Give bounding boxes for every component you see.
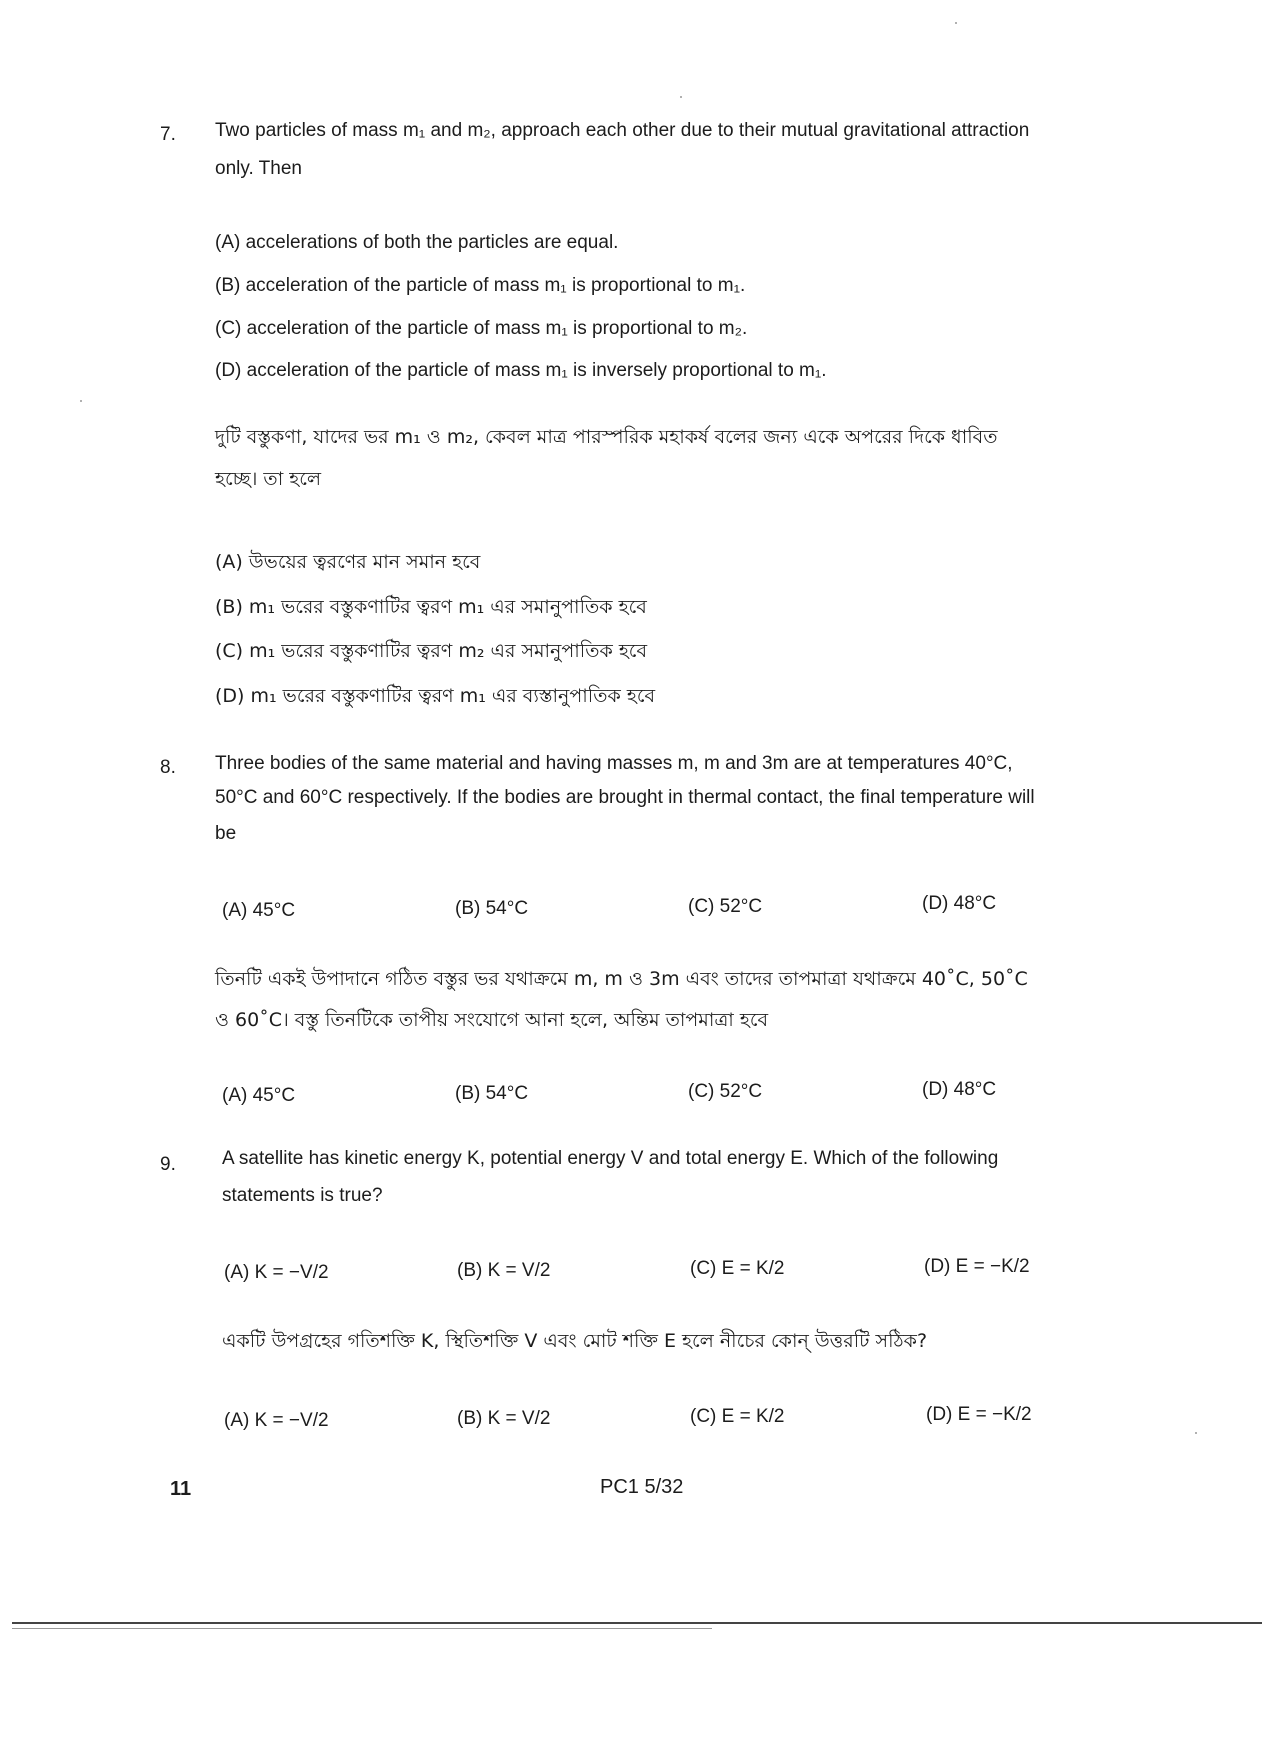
question-number: 7. <box>160 124 176 145</box>
option-b-bn: (B) K = V/2 <box>457 1408 551 1429</box>
question-stem-bn: একটি উপগ্রহের গতিশক্তি K, স্থিতিশক্তি V এবং মোট শক্তি E হলে নীচের কোন্ উত্তরটি সঠিক? <box>222 1330 928 1352</box>
scan-speck <box>955 22 957 24</box>
option-d-en: (D) acceleration of the particle of mass m₁ is inversely proportional to m₁. <box>215 360 827 381</box>
question-stem-bn: হচ্ছে। তা হলে <box>215 468 322 490</box>
option-d-en: (D) 48°C <box>922 893 997 914</box>
question-stem-en: statements is true? <box>222 1185 383 1206</box>
option-a-en: (A) 45°C <box>222 900 296 921</box>
question-stem-en: only. Then <box>215 158 302 179</box>
option-b-en: (B) acceleration of the particle of mass m₁ is proportional to m₁. <box>215 275 746 296</box>
bottom-rule-shadow <box>12 1628 712 1629</box>
question-stem-bn: ও 60˚C। বস্তু তিনটিকে তাপীয় সংযোগে আনা হলে, অন্তিম তাপমাত্রা হবে <box>215 1009 769 1031</box>
scan-speck <box>80 400 82 402</box>
bottom-rule <box>12 1622 1262 1624</box>
question-stem-en: be <box>215 823 237 844</box>
scan-speck <box>680 96 682 98</box>
page-code: PC1 5/32 <box>600 1476 684 1498</box>
question-stem-bn: দুটি বস্তুকণা, যাদের ভর m₁ ও m₂, কেবল মাত্র পারস্পরিক মহাকর্ষ বলের জন্য একে অপরের দিকে ধাবিত <box>215 426 998 448</box>
question-number: 8. <box>160 757 176 778</box>
option-a-bn: (A) K = −V/2 <box>224 1410 329 1431</box>
option-b-bn: (B) m₁ ভরের বস্তুকণাটির ত্বরণ m₁ এর সমানুপাতিক হবে <box>215 596 647 618</box>
option-d-bn: (D) 48°C <box>922 1079 997 1100</box>
option-c-bn: (C) m₁ ভরের বস্তুকণাটির ত্বরণ m₂ এর সমানুপাতিক হবে <box>215 640 648 662</box>
option-b-en: (B) 54°C <box>455 898 529 919</box>
option-c-en: (C) 52°C <box>688 896 763 917</box>
question-stem-en: Two particles of mass m₁ and m₂, approach each other due to their mutual gravitational attraction <box>215 120 1030 141</box>
option-b-bn: (B) 54°C <box>455 1083 529 1104</box>
option-a-en: (A) accelerations of both the particles are equal. <box>215 232 619 253</box>
page-marks: 11 <box>170 1478 192 1500</box>
option-a-bn: (A) 45°C <box>222 1085 296 1106</box>
option-d-bn: (D) E = −K/2 <box>926 1404 1032 1425</box>
question-stem-en: A satellite has kinetic energy K, potential energy V and total energy E. Which of the following <box>222 1148 999 1169</box>
option-a-bn: (A) উভয়ের ত্বরণের মান সমান হবে <box>215 551 481 573</box>
option-c-bn: (C) 52°C <box>688 1081 763 1102</box>
question-stem-bn: তিনটি একই উপাদানে গঠিত বস্তুর ভর যথাক্রমে m, m ও 3m এবং তাদের তাপমাত্রা যথাক্রমে 40˚C, 50˚C <box>215 968 1028 990</box>
question-number: 9. <box>160 1154 176 1175</box>
option-a-en: (A) K = −V/2 <box>224 1262 329 1283</box>
option-c-bn: (C) E = K/2 <box>690 1406 785 1427</box>
question-stem-en: 50°C and 60°C respectively. If the bodies are brought in thermal contact, the final temperature will <box>215 787 1035 808</box>
option-d-bn: (D) m₁ ভরের বস্তুকণাটির ত্বরণ m₁ এর ব্যস্তানুপাতিক হবে <box>215 685 656 707</box>
option-c-en: (C) acceleration of the particle of mass m₁ is proportional to m₂. <box>215 318 748 339</box>
question-stem-en: Three bodies of the same material and having masses m, m and 3m are at temperatures 40°C, <box>215 753 1013 774</box>
option-d-en: (D) E = −K/2 <box>924 1256 1030 1277</box>
scan-speck <box>1195 1432 1197 1434</box>
option-c-en: (C) E = K/2 <box>690 1258 785 1279</box>
option-b-en: (B) K = V/2 <box>457 1260 551 1281</box>
